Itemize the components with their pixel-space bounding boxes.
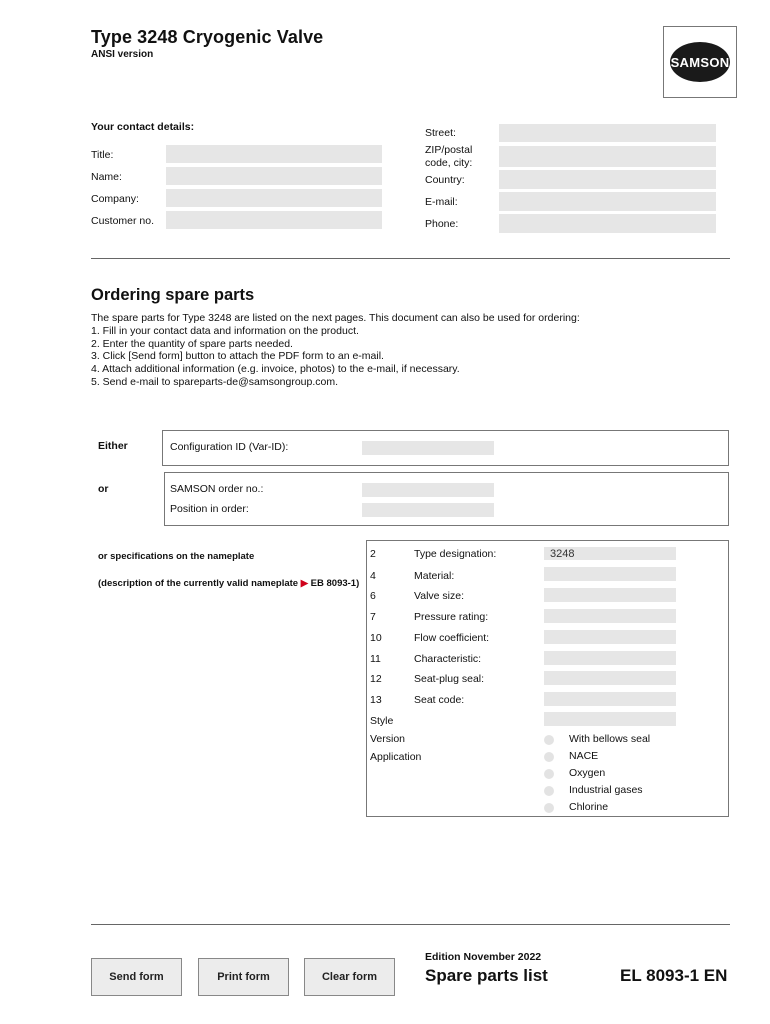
or-box	[164, 472, 729, 526]
option-oxygen: Oxygen	[569, 767, 606, 779]
step-1: 1. Fill in your contact data and information on the product.	[91, 324, 359, 337]
or-label: or	[98, 483, 109, 495]
material-label: Material:	[414, 570, 455, 582]
pressure-rating-input[interactable]	[544, 609, 676, 623]
logo-text: SAMSON	[670, 42, 730, 82]
radio-industrial-gases[interactable]	[544, 786, 554, 796]
config-id-label: Configuration ID (Var-ID):	[170, 441, 289, 453]
option-nace: NACE	[569, 750, 599, 762]
step-4: 4. Attach additional information (e.g. invoice, photos) to the e-mail, if necessary.	[91, 363, 460, 376]
either-label: Either	[98, 440, 128, 452]
ordering-heading: Ordering spare parts	[91, 286, 255, 304]
valve-size-input[interactable]	[544, 588, 676, 602]
footer-divider	[91, 924, 730, 925]
phone-label: Phone:	[425, 218, 459, 230]
option-chlorine: Chlorine	[569, 801, 609, 813]
page-title: Type 3248 Cryogenic Valve	[91, 27, 324, 47]
customer-no-label: Customer no.	[91, 215, 155, 227]
email-input[interactable]	[499, 192, 716, 211]
country-input[interactable]	[499, 170, 716, 189]
row-num-4: 4	[370, 570, 376, 582]
zip-label: ZIP/postal	[425, 144, 473, 156]
row-num-12: 12	[370, 673, 382, 685]
street-input[interactable]	[499, 124, 716, 142]
step-2: 2. Enter the quantity of spare parts needed.	[91, 337, 293, 350]
ordering-intro: The spare parts for Type 3248 are listed on the next pages. This document can also be used for ordering:	[91, 312, 580, 324]
characteristic-input[interactable]	[544, 651, 676, 665]
step-5: 5. Send e-mail to spareparts-de@samsongroup.com.	[91, 375, 339, 388]
country-label: Country:	[425, 174, 465, 186]
type-designation-input[interactable]	[544, 547, 676, 560]
print-form-button[interactable]: Print form	[198, 958, 289, 996]
phone-input[interactable]	[499, 214, 716, 233]
title-input[interactable]	[166, 145, 382, 163]
characteristic-label: Characteristic:	[414, 653, 482, 665]
title-label: Title:	[91, 149, 114, 161]
company-input[interactable]	[166, 189, 382, 207]
seat-plug-seal-input[interactable]	[544, 671, 676, 685]
zip-city-input[interactable]	[499, 146, 716, 167]
page-subtitle: ANSI version	[91, 49, 154, 60]
arrow-right-icon: ▶	[300, 578, 309, 589]
row-num-6: 6	[370, 590, 376, 602]
order-no-input[interactable]	[362, 483, 494, 497]
valve-size-label: Valve size:	[414, 590, 464, 602]
option-with-bellows-seal: With bellows seal	[569, 733, 651, 745]
row-num-10: 10	[370, 632, 382, 644]
step-3: 3. Click [Send form] button to attach the PDF form to an e-mail.	[91, 350, 384, 363]
radio-chlorine[interactable]	[544, 803, 554, 813]
style-input[interactable]	[544, 712, 676, 726]
name-label: Name:	[91, 171, 122, 183]
street-label: Street:	[425, 127, 456, 139]
config-id-input[interactable]	[362, 441, 494, 455]
nameplate-label: or specifications on the nameplate	[98, 551, 255, 562]
customer-no-input[interactable]	[166, 211, 382, 229]
flow-coefficient-input[interactable]	[544, 630, 676, 644]
row-num-13: 13	[370, 694, 382, 706]
radio-with-bellows-seal[interactable]	[544, 735, 554, 745]
send-form-button[interactable]: Send form	[91, 958, 182, 996]
name-input[interactable]	[166, 167, 382, 185]
nameplate-desc-prefix: (description of the currently valid nameplate	[98, 578, 299, 589]
seat-code-label: Seat code:	[414, 694, 465, 706]
row-num-11: 11	[370, 653, 381, 665]
radio-nace[interactable]	[544, 752, 554, 762]
email-label: E-mail:	[425, 196, 458, 208]
samson-logo	[663, 26, 737, 98]
clear-form-button[interactable]: Clear form	[304, 958, 395, 996]
nameplate-description	[98, 578, 359, 589]
version-label: Version	[370, 733, 406, 745]
seat-plug-seal-label: Seat-plug seal:	[414, 673, 485, 685]
edition-text: Edition November 2022	[425, 951, 542, 963]
position-label: Position in order:	[170, 503, 249, 515]
contact-heading: Your contact details:	[91, 121, 195, 133]
company-label: Company:	[91, 193, 139, 205]
application-label: Application	[370, 751, 422, 763]
option-industrial-gases: Industrial gases	[569, 784, 643, 796]
flow-coefficient-label: Flow coefficient:	[414, 632, 490, 644]
doc-title: Spare parts list	[425, 966, 548, 985]
doc-code: EL 8093-1 EN	[620, 966, 728, 985]
divider	[91, 258, 730, 259]
pressure-rating-label: Pressure rating:	[414, 611, 489, 623]
position-input[interactable]	[362, 503, 494, 517]
ordering-instructions	[91, 312, 731, 389]
material-input[interactable]	[544, 567, 676, 581]
nameplate-desc-suffix: EB 8093-1)	[310, 578, 360, 589]
order-no-label: SAMSON order no.:	[170, 483, 264, 495]
seat-code-input[interactable]	[544, 692, 676, 706]
zip-label-2: code, city:	[425, 157, 473, 169]
row-num-2: 2	[370, 548, 376, 560]
type-designation-label: Type designation:	[414, 548, 497, 560]
style-label: Style	[370, 715, 394, 727]
row-num-7: 7	[370, 611, 376, 623]
radio-oxygen[interactable]	[544, 769, 554, 779]
